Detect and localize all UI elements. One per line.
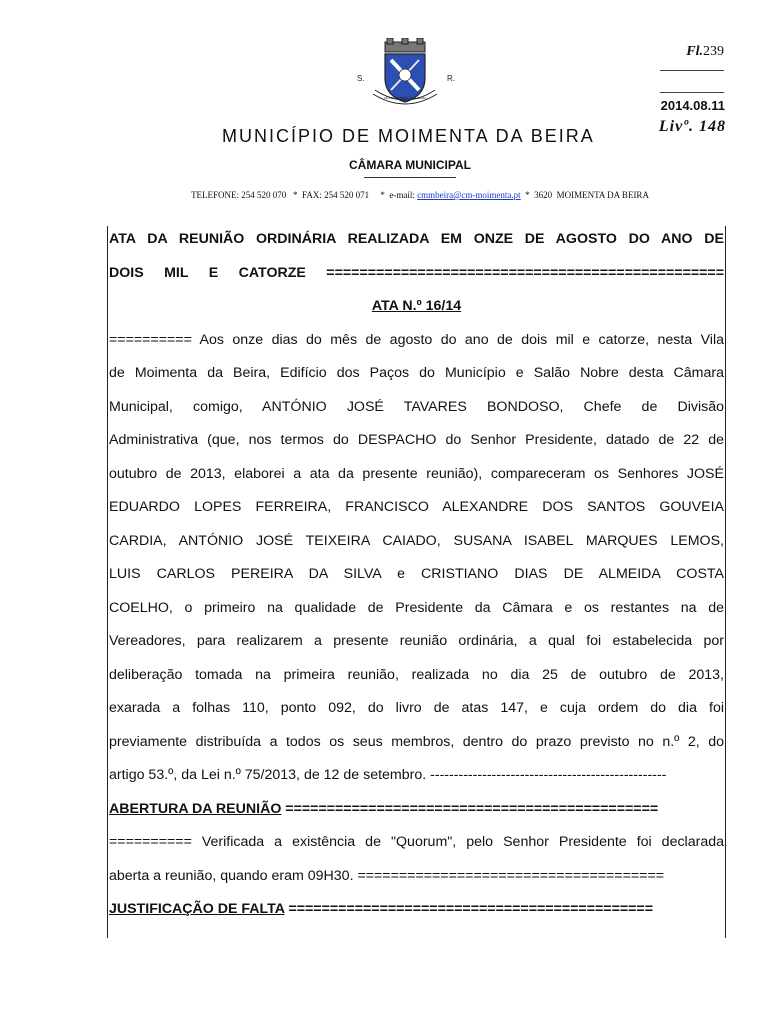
folio-prefix: Fl. <box>686 44 703 59</box>
minutes-line: de Moimenta da Beira, Edifício dos Paços do Município e Salão Nobre desta Câmara <box>109 365 724 381</box>
contact-address: * 3620 MOIMENTA DA BEIRA <box>520 190 649 200</box>
minutes-line: DOIS MIL E CATORZE ================================================ <box>109 264 724 281</box>
section-heading: JUSTIFICAÇÃO DE FALTA <box>109 901 285 917</box>
document-date: 2014.08.11 <box>660 98 725 113</box>
contact-line <box>0 190 770 200</box>
section-heading: ABERTURA DA REUNIÃO <box>109 800 282 817</box>
municipal-crest <box>355 38 455 110</box>
folio-value: 239 <box>703 44 724 59</box>
folio-divider <box>660 92 724 93</box>
crest-ribbon-text: VILA DE MOIMENTA DA BEIRA <box>383 96 427 100</box>
crest-right-letter: R. <box>447 74 455 83</box>
left-margin-rule <box>107 226 108 938</box>
minutes-line: ========== Aos onze dias do mês de agosto do ano de dois mil e catorze, nesta Vila <box>109 331 724 348</box>
minutes-line: Vereadores, para realizarem a presente reunião ordinária, a qual foi estabelecida por <box>109 633 724 649</box>
folio-number <box>686 44 724 60</box>
minutes-line: LUIS CARLOS PEREIRA DA SILVA e CRISTIANO DIAS DE ALMEIDA COSTA <box>109 566 724 582</box>
folio-divider <box>660 70 724 71</box>
minutes-line: aberta a reunião, quando eram 09H30. ===================================== <box>109 867 665 884</box>
minutes-number-title: ATA N.º 16/14 <box>371 298 462 314</box>
minutes-body <box>109 226 724 930</box>
minutes-line <box>109 293 724 327</box>
right-margin-rule <box>725 226 726 938</box>
crest-left-letter: S. <box>357 74 365 83</box>
book-number: Livº. 148 <box>658 118 726 135</box>
minutes-line: exarada a folhas 110, ponto 092, do livro de atas 147, e cuja ordem do dia foi <box>109 700 724 716</box>
minutes-line <box>109 796 724 830</box>
chamber-underline <box>364 177 456 178</box>
minutes-line: Administrativa (que, nos termos do DESPACHO do Senhor Presidente, datado de 22 de <box>109 432 724 448</box>
minutes-line: previamente distribuída a todos os seus membros, dentro do prazo previsto no n.º 2, do <box>109 733 724 750</box>
contact-phone-fax: TELEFONE: 254 520 070 * FAX: 254 520 071 * e-mail: <box>191 190 418 200</box>
minutes-line: CARDIA, ANTÓNIO JOSÉ TEIXEIRA CAIADO, SUSANA ISABEL MARQUES LEMOS, <box>109 532 724 549</box>
minutes-line: EDUARDO LOPES FERREIRA, FRANCISCO ALEXANDRE DOS SANTOS GOUVEIA <box>109 499 724 515</box>
section-separator: ============================================= <box>281 800 659 817</box>
section-separator: ============================================ <box>284 901 653 917</box>
minutes-line: outubro de 2013, elaborei a ata da presente reunião), compareceram os Senhores JOSÉ <box>109 465 724 482</box>
minutes-line: deliberação tomada na primeira reunião, realizada no dia 25 de outubro de 2013, <box>109 666 724 683</box>
minutes-line: COELHO, o primeiro na qualidade de Presidente da Câmara e os restantes na de <box>109 599 724 616</box>
minutes-line <box>109 896 724 930</box>
contact-email-link[interactable]: cmmbeira@cm-moimenta.pt <box>417 190 521 200</box>
minutes-line: Municipal, comigo, ANTÓNIO JOSÉ TAVARES BONDOSO, Chefe de Divisão <box>109 398 724 415</box>
chamber-title: CÂMARA MUNICIPAL <box>349 158 471 172</box>
minutes-line: ========== Verificada a existência de "Quorum", pelo Senhor Presidente foi declarada <box>109 834 724 850</box>
minutes-line: artigo 53.º, da Lei n.º 75/2013, de 12 de setembro. -------------------------------------------------- <box>109 767 667 783</box>
minutes-line: ATA DA REUNIÃO ORDINÁRIA REALIZADA EM ONZE DE AGOSTO DO ANO DE <box>109 231 724 247</box>
municipality-title: MUNICÍPIO DE MOIMENTA DA BEIRA <box>222 126 595 146</box>
